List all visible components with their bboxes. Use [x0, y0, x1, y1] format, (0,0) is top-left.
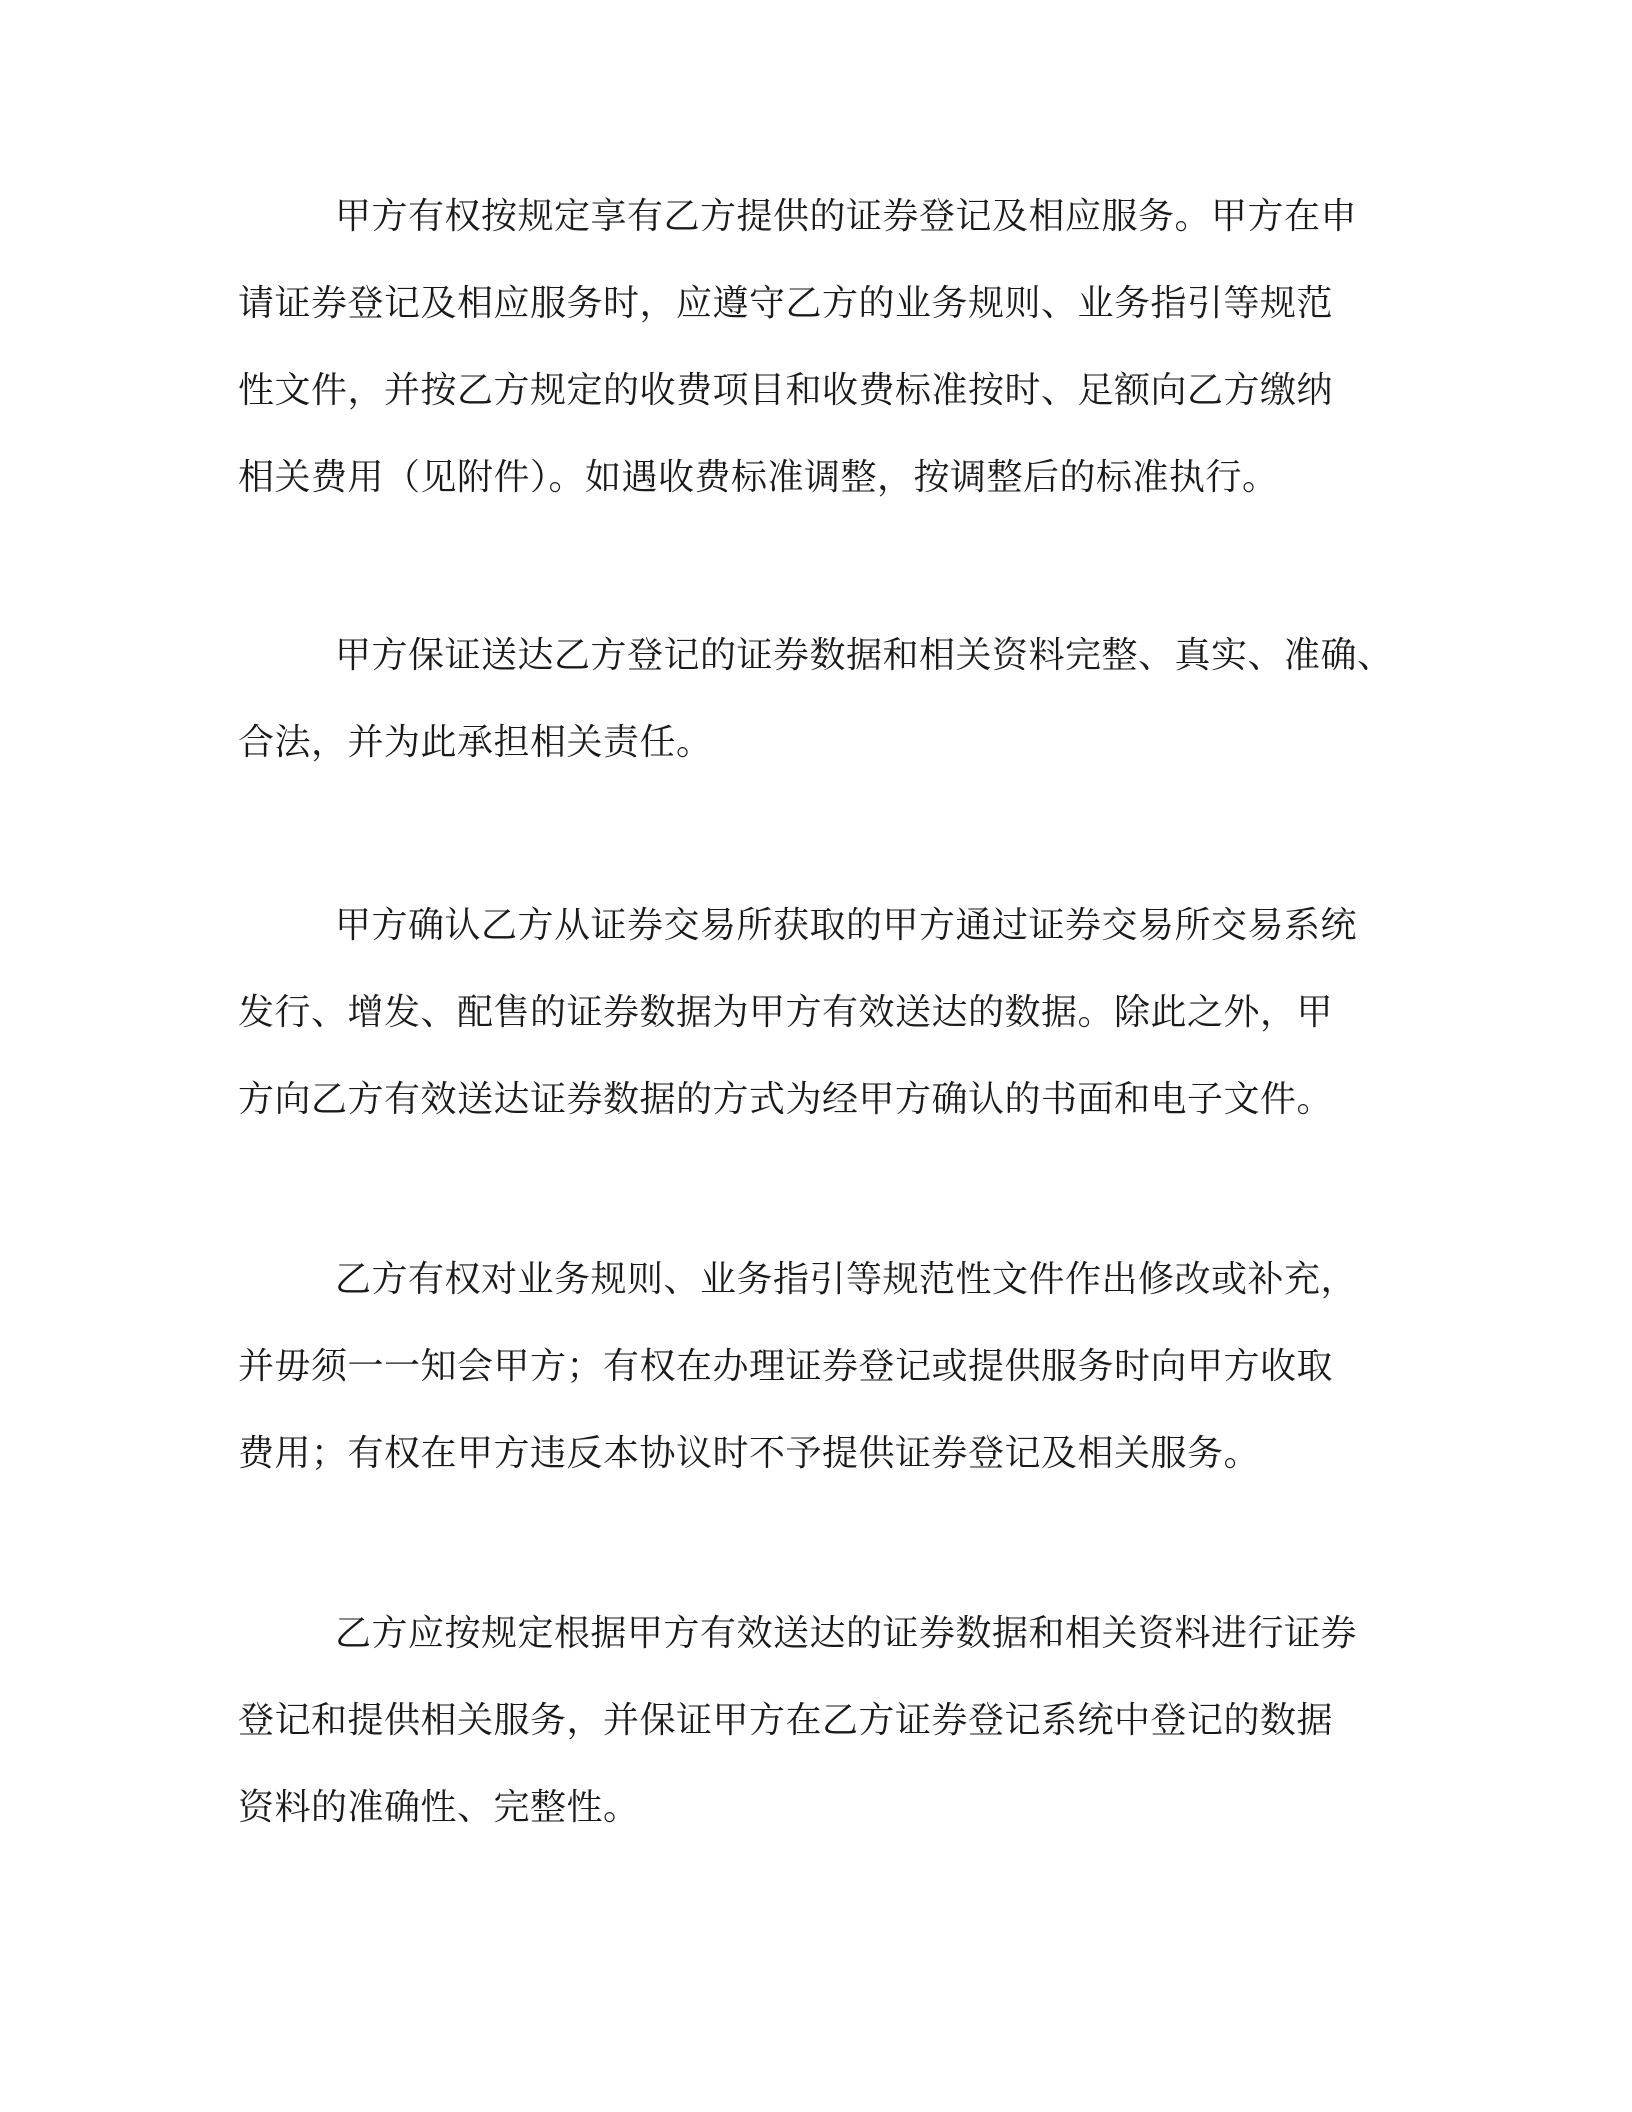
paragraph-party-b-obligations	[238, 1590, 1388, 1851]
paragraph-line: 乙方应按规定根据甲方有效送达的证券数据和相关资料进行证券	[335, 1613, 1358, 1654]
paragraph-line: 请证券登记及相应服务时，应遵守乙方的业务规则、业务指引等规范	[238, 283, 1334, 324]
paragraph-service-rights	[238, 173, 1388, 521]
paragraph-line: 乙方有权对业务规则、业务指引等规范性文件作出修改或补充，	[335, 1259, 1358, 1300]
paragraph-line: 甲方有权按规定享有乙方提供的证券登记及相应服务。甲方在申	[335, 196, 1358, 237]
paragraph-data-delivery	[238, 882, 1388, 1143]
paragraph-line: 登记和提供相关服务，并保证甲方在乙方证券登记系统中登记的数据	[238, 1700, 1334, 1741]
paragraph-data-guarantee	[238, 612, 1394, 786]
paragraph-line: 资料的准确性、完整性。	[238, 1787, 640, 1828]
paragraph-line: 费用；有权在甲方违反本协议时不予提供证券登记及相关服务。	[238, 1433, 1261, 1474]
paragraph-line: 合法，并为此承担相关责任。	[238, 722, 713, 763]
paragraph-line: 并毋须一一知会甲方；有权在办理证券登记或提供服务时向甲方收取	[238, 1346, 1334, 1387]
paragraph-line: 甲方保证送达乙方登记的证券数据和相关资料完整、真实、准确、	[335, 635, 1394, 676]
paragraph-line: 相关费用（见附件）。如遇收费标准调整，按调整后的标准执行。	[238, 457, 1279, 498]
paragraph-line: 甲方确认乙方从证券交易所获取的甲方通过证券交易所交易系统	[335, 905, 1358, 946]
paragraph-line: 性文件，并按乙方规定的收费项目和收费标准按时、足额向乙方缴纳	[238, 370, 1334, 411]
paragraph-party-b-rights	[238, 1236, 1388, 1497]
paragraph-line: 方向乙方有效送达证券数据的方式为经甲方确认的书面和电子文件。	[238, 1079, 1334, 1120]
paragraph-line: 发行、增发、配售的证券数据为甲方有效送达的数据。除此之外，甲	[238, 992, 1334, 1033]
